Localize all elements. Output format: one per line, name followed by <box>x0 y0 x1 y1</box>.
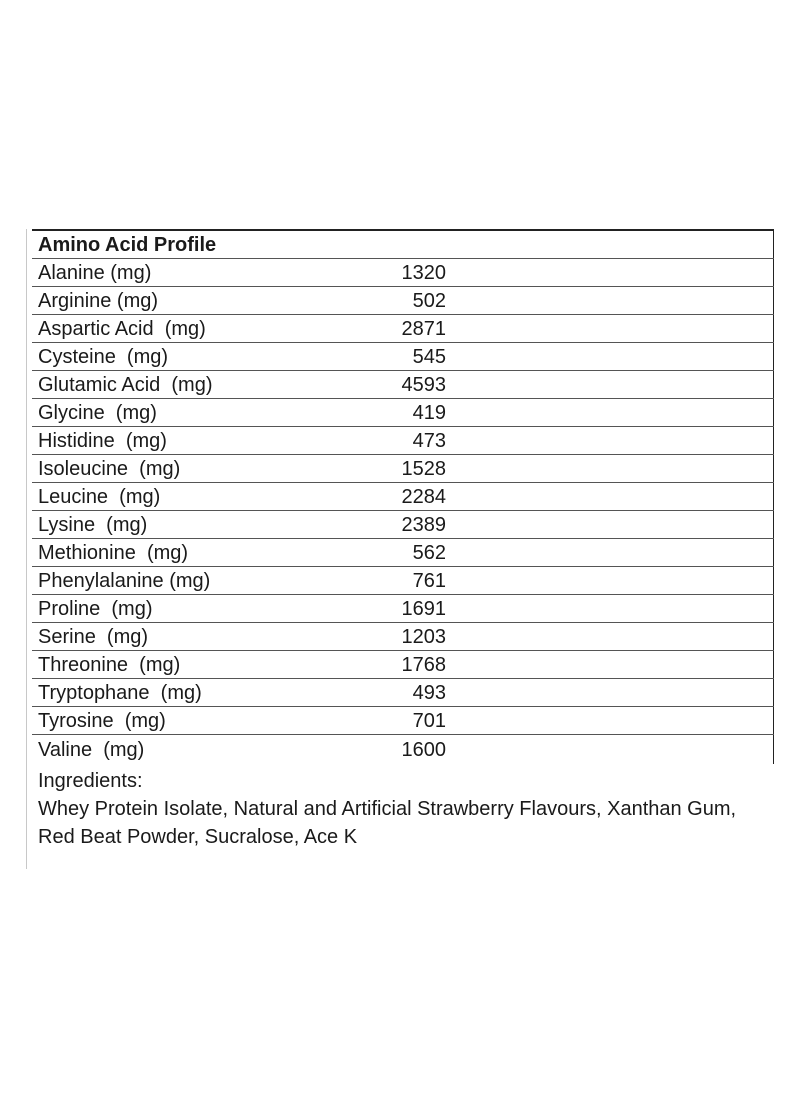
amino-acid-name: Valine (mg) <box>38 739 145 761</box>
amino-acid-name: Threonine (mg) <box>38 654 181 676</box>
amino-acid-value: 1528 <box>401 458 446 480</box>
amino-acid-name: Glycine (mg) <box>38 402 157 424</box>
nutrition-panel <box>26 229 760 869</box>
amino-acid-value: 2284 <box>401 486 446 508</box>
table-row <box>32 315 774 343</box>
table-row <box>32 567 774 595</box>
table-header-row <box>32 231 774 259</box>
table-row <box>32 455 774 483</box>
amino-acid-value: 4593 <box>401 374 446 396</box>
amino-acid-name: Histidine (mg) <box>38 430 167 452</box>
table-row <box>32 511 774 539</box>
ingredients-heading: Ingredients: <box>38 770 143 792</box>
amino-acid-name: Alanine (mg) <box>38 262 152 284</box>
table-row <box>32 735 774 763</box>
table-row <box>32 399 774 427</box>
table-row <box>32 651 774 679</box>
ingredients-section <box>38 767 768 851</box>
amino-acid-value: 761 <box>412 570 446 592</box>
amino-acid-name: Serine (mg) <box>38 626 149 648</box>
amino-acid-value: 2389 <box>401 514 446 536</box>
amino-acid-name: Leucine (mg) <box>38 486 161 508</box>
amino-acid-name: Glutamic Acid (mg) <box>38 374 213 396</box>
table-row <box>32 623 774 651</box>
amino-acid-value: 419 <box>412 402 446 424</box>
amino-acid-value: 701 <box>412 710 446 732</box>
amino-acid-name: Aspartic Acid (mg) <box>38 318 206 340</box>
table-row <box>32 343 774 371</box>
table-title: Amino Acid Profile <box>38 234 217 256</box>
amino-acid-value: 545 <box>412 346 446 368</box>
amino-acid-name: Arginine (mg) <box>38 290 159 312</box>
amino-acid-name: Cysteine (mg) <box>38 346 169 368</box>
amino-acid-value: 1320 <box>401 262 446 284</box>
amino-acid-value: 1691 <box>401 598 446 620</box>
table-row <box>32 539 774 567</box>
amino-acid-table <box>32 231 774 763</box>
table-body <box>32 259 774 763</box>
amino-acid-name: Methionine (mg) <box>38 542 189 564</box>
amino-acid-name: Tryptophane (mg) <box>38 682 202 704</box>
amino-acid-value: 1600 <box>401 739 446 761</box>
table-row <box>32 707 774 735</box>
left-border <box>26 229 27 869</box>
amino-acid-value: 1203 <box>401 626 446 648</box>
amino-acid-name: Tyrosine (mg) <box>38 710 166 732</box>
amino-acid-name: Phenylalanine (mg) <box>38 570 211 592</box>
ingredients-text: Whey Protein Isolate, Natural and Artificial Strawberry Flavours, Xanthan Gum, Red Beat Powder, Sucralose, Ace K <box>38 798 737 848</box>
table-row <box>32 287 774 315</box>
amino-acid-value: 502 <box>412 290 446 312</box>
table-row <box>32 427 774 455</box>
amino-acid-name: Proline (mg) <box>38 598 153 620</box>
table-row <box>32 679 774 707</box>
amino-acid-name: Isoleucine (mg) <box>38 458 181 480</box>
amino-acid-value: 2871 <box>401 318 446 340</box>
amino-acid-value: 562 <box>412 542 446 564</box>
table-row <box>32 483 774 511</box>
amino-acid-value: 1768 <box>401 654 446 676</box>
amino-acid-name: Lysine (mg) <box>38 514 148 536</box>
amino-acid-value: 473 <box>412 430 446 452</box>
table-row <box>32 259 774 287</box>
amino-acid-value: 493 <box>412 682 446 704</box>
table-row <box>32 595 774 623</box>
table-row <box>32 371 774 399</box>
